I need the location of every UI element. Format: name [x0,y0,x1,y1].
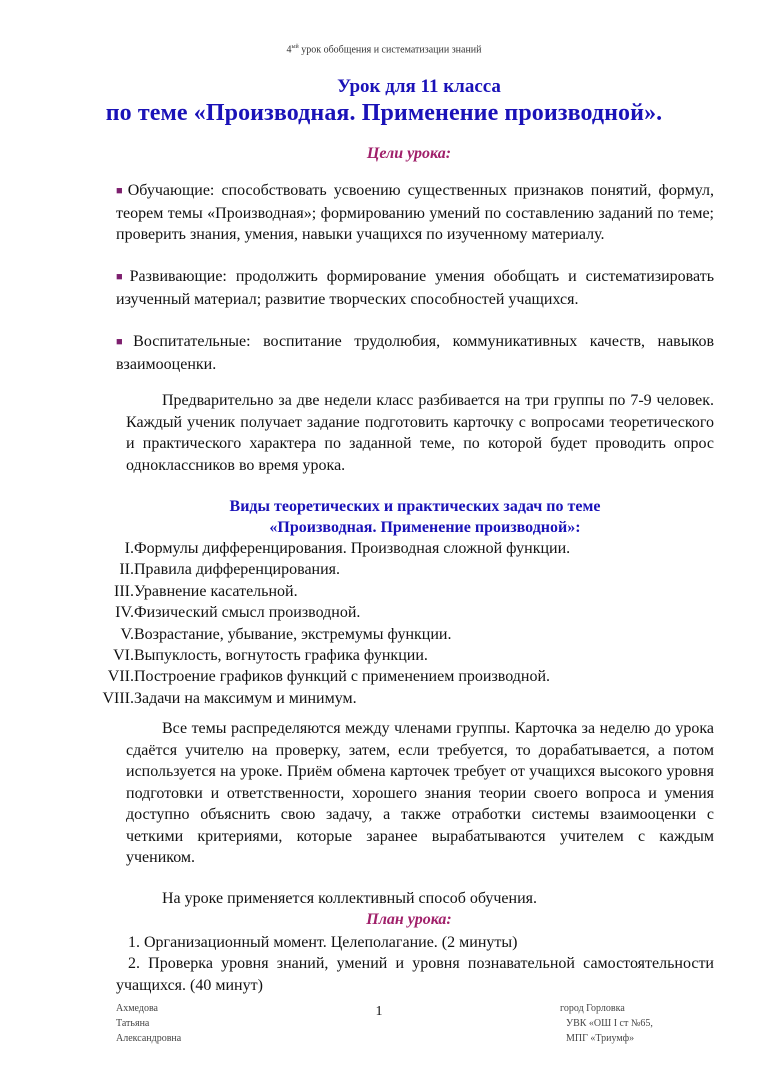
list-item [90,581,730,602]
list-item-number: III. [114,582,134,600]
bullet-icon: ■ [116,336,132,348]
footer-place [560,1001,653,1046]
list-item-number: VIII. [102,689,134,707]
lesson-title-topic: по теме «Производная. Применение производной». [105,100,663,126]
plan-item: 1. Организационный момент. Целеполагание. (2 минуты) [128,934,518,951]
header-ordinal-suffix: ый [291,44,299,50]
list-item [90,624,730,645]
list-item [90,559,730,580]
list-item [90,688,730,709]
list-item-text: Уравнение касательной. [134,582,298,600]
goal-item-teaching [116,180,714,246]
list-item-number: V. [120,625,134,643]
list-item [90,538,730,559]
goal-item-educational [116,331,714,375]
author-surname: Ахмедова [116,1003,158,1014]
list-item-text: Формулы дифференцирования. Производная сложной функции. [134,540,571,557]
goal-text: Развивающие: продолжить формирование умения обобщать и систематизировать изученный материал; развитие творческих способностей учащихся. [116,268,714,308]
header-note [0,44,768,55]
list-item-number: VI. [113,647,134,665]
intro-paragraph: Предварительно за две недели класс разбивается на три группы по 7-9 человек. Каждый ученик получает задание подготовить карточку с вопросами теоретического и практического характера по заданной теме, по которой будет проводить опрос одноклассников во время урока. [126,392,714,474]
list-item-text: Построение графиков функций с применением производной. [134,668,551,686]
tasks-heading-line2: «Производная. Применение производной»: [269,519,581,536]
list-item-number: IV. [115,604,134,622]
header-text: урок обобщения и систематизации знаний [298,44,482,56]
plan-heading: План урока: [366,911,452,928]
tasks-heading-line1: Виды теоретических и практических задач по теме [229,498,601,515]
list-item [90,666,730,687]
list-item [90,645,730,666]
place-school: УВК «ОШ I ст №65, [566,1018,653,1029]
author-patronymic: Александровна [116,1033,182,1044]
list-item-text: Физический смысл производной. [134,604,361,622]
method-paragraph: На уроке применяется коллективный способ обучения. [162,890,537,907]
bullet-icon: ■ [116,185,126,197]
list-item-text: Возрастание, убывание, экстремумы функции. [134,625,452,643]
list-item-text: Выпуклость, вогнутость графика функции. [134,647,428,665]
page-number: 1 [375,1004,383,1019]
lesson-title-class: Урок для 11 класса [337,76,501,97]
bullet-icon: ■ [116,271,128,283]
place-org: МПГ «Триумф» [566,1033,635,1044]
author-name: Татьяна [116,1018,150,1029]
header-ordinal: 4 [286,44,292,56]
list-item [90,602,730,623]
list-item-text: Задачи на максимум и минимум. [134,689,357,707]
goal-text: Воспитательные: воспитание трудолюбия, коммуникативных качеств, навыков взаимооценки. [116,333,714,373]
tasks-list [90,538,730,709]
goals-heading: Цели урока: [366,145,452,162]
goal-text: Обучающие: способствовать усвоению существенных признаков понятий, формул, теорем темы «Производная»; формированию умений по составлению заданий по теме; проверить знания, умения, навыки учащихся по изученному материалу. [116,182,715,243]
place-city: город Горловка [560,1003,625,1014]
plan-item: 2. Проверка уровня знаний, умений и уровня познавательной самостоятельности учащихся. (40 минут) [116,955,714,994]
list-item-number: I. [124,540,134,557]
list-item-number: VII. [107,668,134,686]
distribution-paragraph: Все темы распределяются между членами группы. Карточка за неделю до урока сдаётся учителю на проверку, затем, если требуется, то дорабатывается, а потом используется на уроке. Приём обмена карточек требует от учащихся высокого уровня подготовки и ответственности, хорошего знания теории своего вопроса и умения доступно объяснить свою задачу, а также отработки системы взаимооценки с четкими критериями, которые заранее вырабатываются учителем с каждым учеником. [126,720,714,866]
goal-item-developing [116,266,714,310]
list-item-text: Правила дифференцирования. [134,561,341,579]
list-item-number: II. [119,561,134,579]
